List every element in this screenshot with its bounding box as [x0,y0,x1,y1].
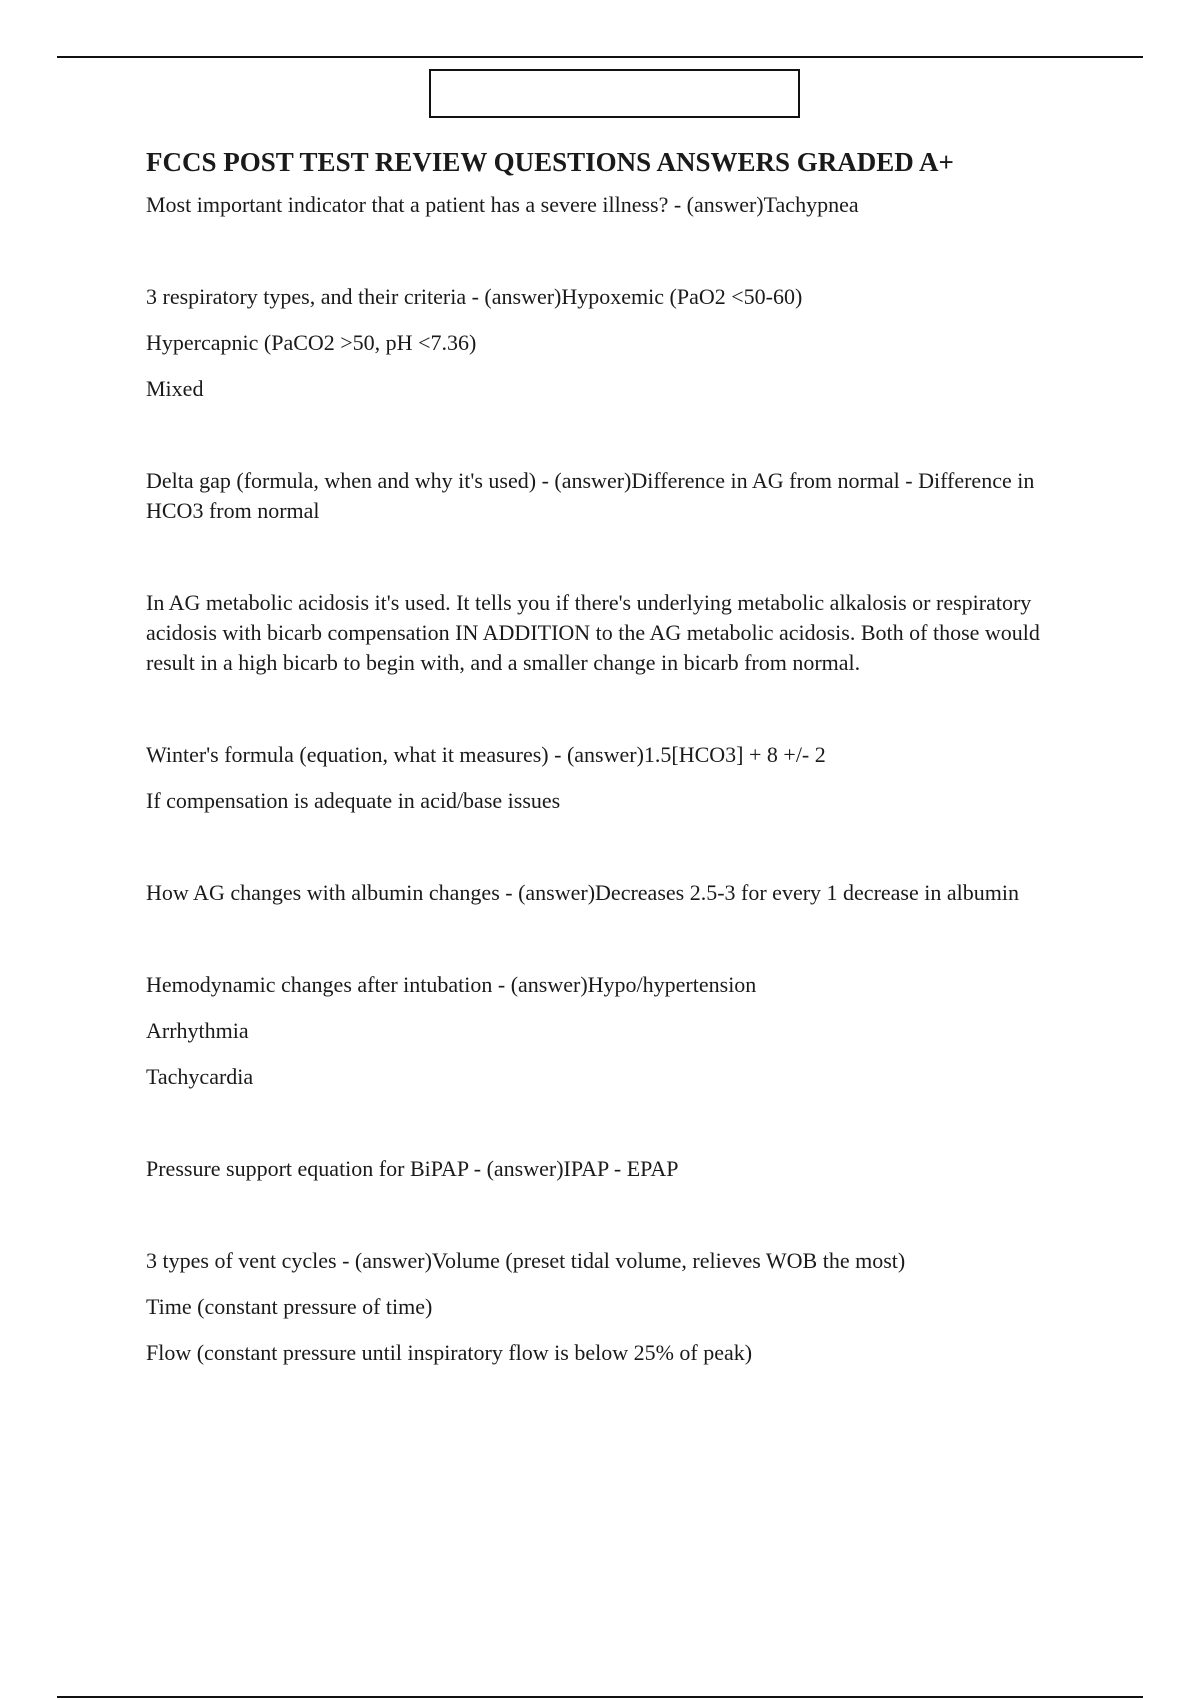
qa-line: Time (constant pressure of time) [146,1294,433,1319]
qa-line: If compensation is adequate in acid/base issues [146,788,561,813]
qa-line: Most important indicator that a patient has a severe illness? - (answer)Tachypnea [146,192,859,217]
qa-line: Pressure support equation for BiPAP - (answer)IPAP - EPAP [146,1156,679,1181]
qa-line: Mixed [146,376,204,401]
header-box [429,69,800,118]
qa-entry-1 [146,190,1066,220]
qa-entry-6 [146,878,1066,908]
qa-entry-7 [146,970,1066,1092]
top-rule [57,56,1143,58]
qa-entry-8 [146,1154,1066,1184]
qa-entry-3 [146,466,1066,526]
qa-entry-5 [146,740,1066,816]
qa-entry-2 [146,282,1066,404]
qa-line: Winter's formula (equation, what it measures) - (answer)1.5[HCO3] + 8 +/- 2 [146,742,826,767]
qa-line: Flow (constant pressure until inspiratory flow is below 25% of peak) [146,1340,753,1365]
qa-line: Hypercapnic (PaCO2 >50, pH <7.36) [146,330,477,355]
bottom-rule [57,1696,1143,1698]
qa-line: How AG changes with albumin changes - (answer)Decreases 2.5-3 for every 1 decrease in albumin [146,880,1019,905]
qa-line: 3 respiratory types, and their criteria - (answer)Hypoxemic (PaO2 <50-60) [146,284,803,309]
qa-line: Arrhythmia [146,1018,249,1043]
qa-line: Tachycardia [146,1064,254,1089]
document-title: FCCS POST TEST REVIEW QUESTIONS ANSWERS GRADED A+ [146,147,954,177]
qa-line: In AG metabolic acidosis it's used. It tells you if there's underlying metabolic alkalosis or respiratory acidosis with bicarb compensation IN ADDITION to the AG metabolic acidosis. Both of those would result in a high bicarb to begin with, and a smaller change in bicarb from normal. [146,590,1040,675]
qa-line: 3 types of vent cycles - (answer)Volume (preset tidal volume, relieves WOB the most) [146,1248,906,1273]
qa-line: Hemodynamic changes after intubation - (answer)Hypo/hypertension [146,972,757,997]
qa-entry-4 [146,588,1066,678]
document-body [146,144,1066,1368]
qa-line: Delta gap (formula, when and why it's used) - (answer)Difference in AG from normal - Difference in HCO3 from normal [146,468,1035,523]
qa-entry-9 [146,1246,1066,1368]
